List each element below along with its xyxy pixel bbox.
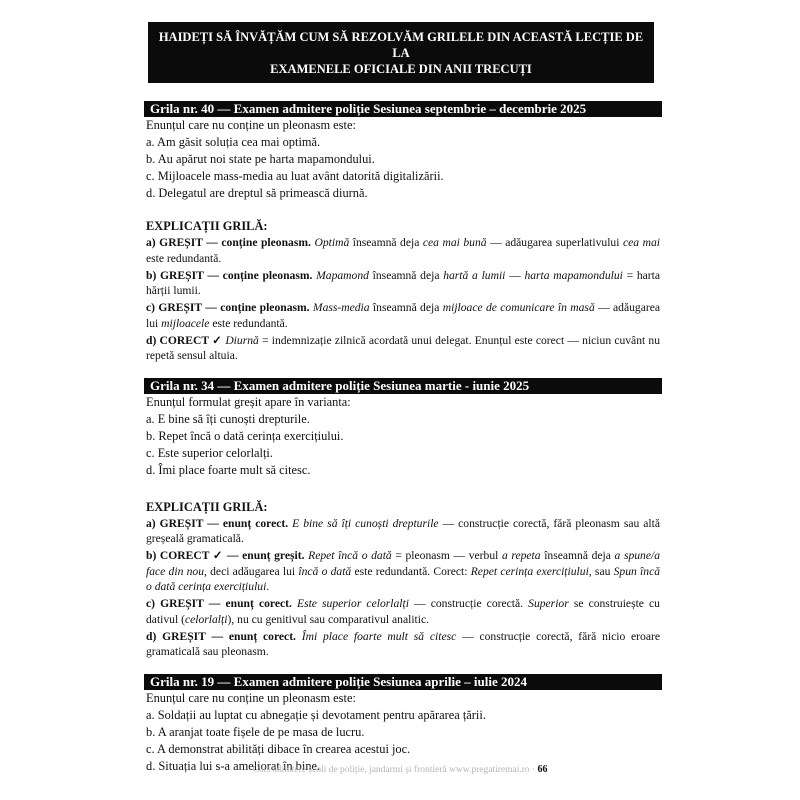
explanation-text: este redundantă. Corect: (351, 564, 471, 578)
question-text: Enunțul care nu conține un pleonasm este: (146, 690, 356, 705)
explanation-text: înseamnă deja (540, 549, 615, 562)
explanation-text: se construiește cu dativul ( (146, 597, 660, 626)
footer-text: Curs admitere școli de poliție, jandarmi și frontieră www.pregatiremai.ro · (252, 765, 536, 775)
explanation-b (146, 268, 660, 299)
explanation-text: este redundantă. (209, 316, 288, 330)
explanation-text: — (505, 268, 525, 282)
lesson-banner (148, 22, 654, 83)
quoted-term: Este superior celorlalți (296, 597, 409, 610)
grid-question-40 (140, 101, 660, 364)
verdict-label: a) GREȘIT — enunț corect. (146, 516, 289, 530)
quoted-term: Diurnă (225, 333, 259, 347)
banner-line-2: EXAMENELE OFICIALE DIN ANII TRECUȚI (270, 62, 532, 76)
explanation-text: înseamnă deja (368, 268, 444, 282)
quoted-term: mijloacele (161, 316, 210, 330)
grid-question-34 (140, 378, 660, 660)
quoted-term: cea mai bună (422, 236, 487, 249)
quoted-term: a repeta (501, 549, 541, 562)
page-footer (140, 764, 660, 775)
explanation-text: — construcție corectă, fără nicio eroare gramaticală sau pleonasm. (146, 629, 660, 658)
explanation-d (146, 333, 660, 364)
option-b: b. Au apărut noi state pe harta mapamondului. (146, 152, 375, 166)
quoted-term: Optimă (314, 236, 350, 249)
explanation-c (146, 596, 660, 627)
verdict-label: a) GREȘIT — conține pleonasm. (146, 236, 311, 249)
option-c: c. Mijloacele mass-media au luat avânt datorită digitalizării. (146, 169, 444, 183)
option-b: b. Repet încă o dată cerința exercițiului. (146, 428, 344, 443)
explanation-text: — construcție corectă. (408, 597, 529, 610)
option-c: c. Este superior celorlalți. (146, 445, 273, 460)
option-d: d. Îmi place foarte mult să citesc. (146, 462, 311, 477)
quoted-term: încă o dată (298, 564, 352, 578)
quoted-term: Îmi place foarte mult să citesc (301, 629, 457, 643)
option-d: d. Situația lui s-a ameliorat în bine. (146, 758, 321, 773)
option-a: a. Am găsit soluția cea mai optimă. (146, 135, 321, 149)
verdict-label: d) CORECT ✓ (146, 333, 223, 347)
verdict-label: b) GREȘIT — conține pleonasm. (146, 268, 313, 282)
explanation-d (146, 629, 660, 660)
explanation-text: ), nu cu genitivul sau comparativul analitic. (227, 612, 430, 626)
quoted-term: Repet încă o dată (308, 549, 392, 562)
quoted-term: celorlalți (184, 612, 228, 626)
verdict-label: c) GREȘIT — conține pleonasm. (146, 301, 310, 314)
explanations-title: EXPLICAȚII GRILĂ: (146, 219, 268, 233)
explanation-text: , deci adăugarea lui (204, 564, 299, 578)
quoted-term: Spun încă o dată cerința exercițiului (146, 564, 661, 593)
option-d: d. Delegatul are dreptul să primească diurnă. (146, 186, 368, 200)
quoted-term: Repet cerința exercițiului (470, 564, 589, 578)
explanation-text: este redundantă. (146, 251, 222, 265)
quoted-term: Mass-media (312, 301, 370, 314)
quoted-term: cea mai (622, 236, 660, 249)
document-page (140, 22, 660, 775)
explanation-a (146, 235, 660, 266)
section-header: Grila nr. 34 — Examen admitere poliție Sesiunea martie - iunie 2025 (144, 378, 662, 394)
explanation-text: . (266, 580, 270, 593)
explanation-text: înseamnă deja (349, 236, 423, 249)
explanations-title: EXPLICAȚII GRILĂ: (146, 499, 268, 514)
verdict-label: d) GREȘIT — enunț corect. (146, 629, 296, 643)
section-header: Grila nr. 19 — Examen admitere poliție Sesiunea aprilie – iulie 2024 (144, 674, 662, 690)
quoted-term: a spune/a face din nou (146, 549, 661, 578)
option-c: c. A demonstrat abilități dibace în crearea acestui joc. (146, 741, 411, 756)
explanation-text: — construcție corectă, fără pleonasm sau altă greșeală gramaticală. (146, 516, 661, 545)
question-text: Enunțul care nu conține un pleonasm este: (146, 118, 356, 132)
explanation-text: = harta hărții lumii. (146, 268, 661, 297)
quoted-term: mijloace de comunicare în masă (442, 301, 595, 314)
explanation-text: — adăugarea superlativului (486, 236, 623, 249)
option-b: b. A aranjat toate fișele de pe masa de lucru. (146, 724, 365, 739)
section-header: Grila nr. 40 — Examen admitere poliție Sesiunea septembrie – decembrie 2025 (144, 101, 662, 117)
quoted-term: harta mapamondului (524, 268, 623, 282)
quoted-term: Mapamond (316, 268, 369, 282)
quoted-term: hartă a lumii (443, 268, 506, 282)
banner-line-1: HAIDEȚI SĂ ÎNVĂȚĂM CUM SĂ REZOLVĂM GRILELE DIN ACEASTĂ LECȚIE DE LA (158, 30, 644, 60)
option-a: a. E bine să îți cunoști drepturile. (146, 411, 310, 426)
verdict-label: c) GREȘIT — enunț corect. (146, 597, 292, 610)
grid-question-19 (140, 674, 660, 775)
explanation-c (146, 300, 660, 331)
explanation-text: , sau (588, 564, 614, 578)
page-number: 66 (537, 764, 548, 775)
explanation-text: = pleonasm — verbul (391, 549, 502, 562)
explanation-b (146, 548, 660, 595)
quoted-term: Superior (528, 597, 569, 610)
option-a: a. Soldații au luptat cu abnegație și devotament pentru apărarea țării. (146, 707, 486, 722)
verdict-label: b) CORECT ✓ — enunț greșit. (146, 549, 305, 562)
explanation-text: — adăugarea lui (146, 301, 661, 330)
explanation-text: înseamnă deja (369, 301, 443, 314)
quoted-term: E bine să îți cunoști drepturile (292, 516, 439, 530)
explanation-a (146, 516, 660, 547)
question-text: Enunțul formulat greșit apare în varianta: (146, 394, 351, 409)
explanation-text: = indemnizație zilnică acordată unui delegat. Enunțul este corect — niciun cuvânt nu repetă sensul altuia. (146, 333, 661, 362)
